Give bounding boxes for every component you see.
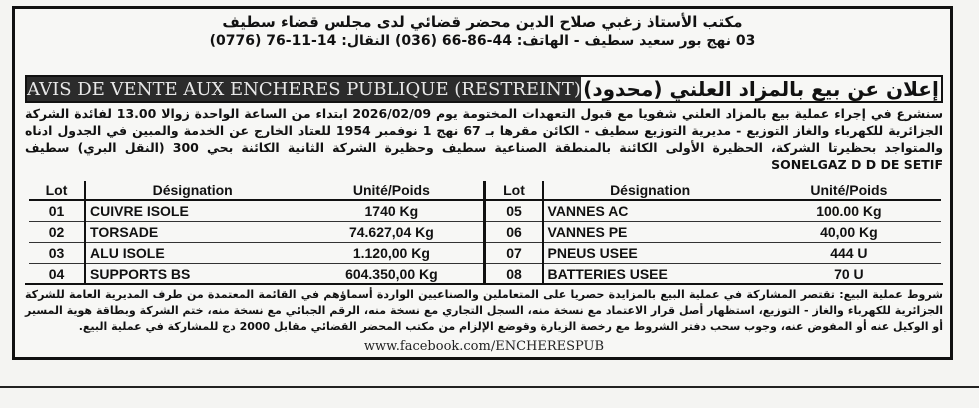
lot-unit: 74.627,04 Kg (299, 222, 485, 243)
office-name: مكتب الأستاذ زغبي صلاح الدين محضر قضائي لدى مجلس قضاء سطيف (222, 13, 743, 31)
lot-number: 06 (485, 222, 543, 243)
title-arabic: إعلان عن بيع بالمزاد العلني (محدود) (583, 77, 939, 101)
office-header (15, 13, 950, 49)
lot-number: 07 (485, 243, 543, 264)
lot-designation: CUIVRE ISOLE (85, 200, 299, 222)
lot-unit: 40,00 Kg (757, 222, 941, 243)
lot-unit: 100.00 Kg (757, 200, 941, 222)
lot-designation: VANNES AC (543, 200, 757, 222)
facebook-link[interactable]: www.facebook.com/ENCHERESPUB (363, 339, 605, 354)
table-header-row (29, 181, 941, 200)
lot-unit: 70 U (757, 264, 941, 285)
header-designation: Désignation (85, 181, 299, 200)
header-designation: Désignation (543, 181, 757, 200)
office-contact: 03 نهج بور سعيد سطيف - الهاتف: 44-86-66 (036) النقال: 14-11-76 (0776) (209, 33, 756, 49)
lot-number: 02 (29, 222, 85, 243)
lot-number: 04 (29, 264, 85, 285)
header-lot: Lot (485, 181, 543, 200)
intro-paragraph: سنشرع في إجراء عملية بيع بالمزاد العلني شفويا مع قبول التعهدات المختومة يوم 2026/02/09 ابتداء من الساعة الواحدة زوالا 13.00 لفائدة الشركة الجزائرية للكهرباء والغاز التوزيع - مديرية التوزيع سطيف - الكائن مقرها بـ 67 نهج 1 نوفمبر 1954 للعتاد الخارج عن الخدمة والمبين في الجدول ادناه والمتواجد بحظيرتا الشركة، الحظيرة الأولى الكائنة بالمنطقة الصناعية سطيف وحظيرة الشركة الثانية الكائنة بحي 300 (النقل البري) سطيف SONELGAZ D D DE SETIF (25, 106, 943, 172)
lot-designation: BATTERIES USEE (543, 264, 757, 285)
title-french: AVIS DE VENTE AUX ENCHERES PUBLIQUE (RESTREINT) (27, 78, 581, 100)
lot-designation: PNEUS USEE (543, 243, 757, 264)
table-row (29, 222, 941, 243)
lot-number: 08 (485, 264, 543, 285)
page-divider (0, 386, 979, 388)
lot-designation: TORSADE (85, 222, 299, 243)
lots-table (29, 181, 941, 284)
lot-designation: ALU ISOLE (85, 243, 299, 264)
header-unit: Unité/Poids (299, 181, 485, 200)
lot-designation: SUPPORTS BS (85, 264, 299, 285)
lot-number: 01 (29, 200, 85, 222)
table-row (29, 200, 941, 222)
sale-conditions: شروط عملية البيع: تقتصر المشاركة في عملية البيع بالمزايدة حصريا على المتعاملين والصناعيين الواردة أسماؤهم في القائمة المعتمدة من طرف المديرية العامة للشركة الجزائرية للكهرباء والغاز - التوزيع، استظهار أصل قرار الاعتماد مع نسخة منه، السجل التجاري مع نسخة منه، الرقم الجبائي مع نسخة منه، ختم الشركة وبطاقة هوية المسير أو الوكيل عنه أو المفوض عنه، وجوب سحب دفتر الشروط مع رخصة الزيارة وقوضع الإلزام من مكتب المحضر القضائي مقابل 2000 دج للمشاركة في عملية البيع. (25, 283, 943, 335)
auction-notice (12, 6, 953, 360)
title-bar (25, 75, 943, 103)
lot-unit: 1.120,00 Kg (299, 243, 485, 264)
lot-number: 05 (485, 200, 543, 222)
table-row (29, 264, 941, 285)
header-lot: Lot (29, 181, 85, 200)
table-row (29, 243, 941, 264)
lot-designation: VANNES PE (543, 222, 757, 243)
lot-unit: 444 U (757, 243, 941, 264)
lot-unit: 604.350,00 Kg (299, 264, 485, 285)
header-unit: Unité/Poids (757, 181, 941, 200)
lot-unit: 1740 Kg (299, 200, 485, 222)
lot-number: 03 (29, 243, 85, 264)
